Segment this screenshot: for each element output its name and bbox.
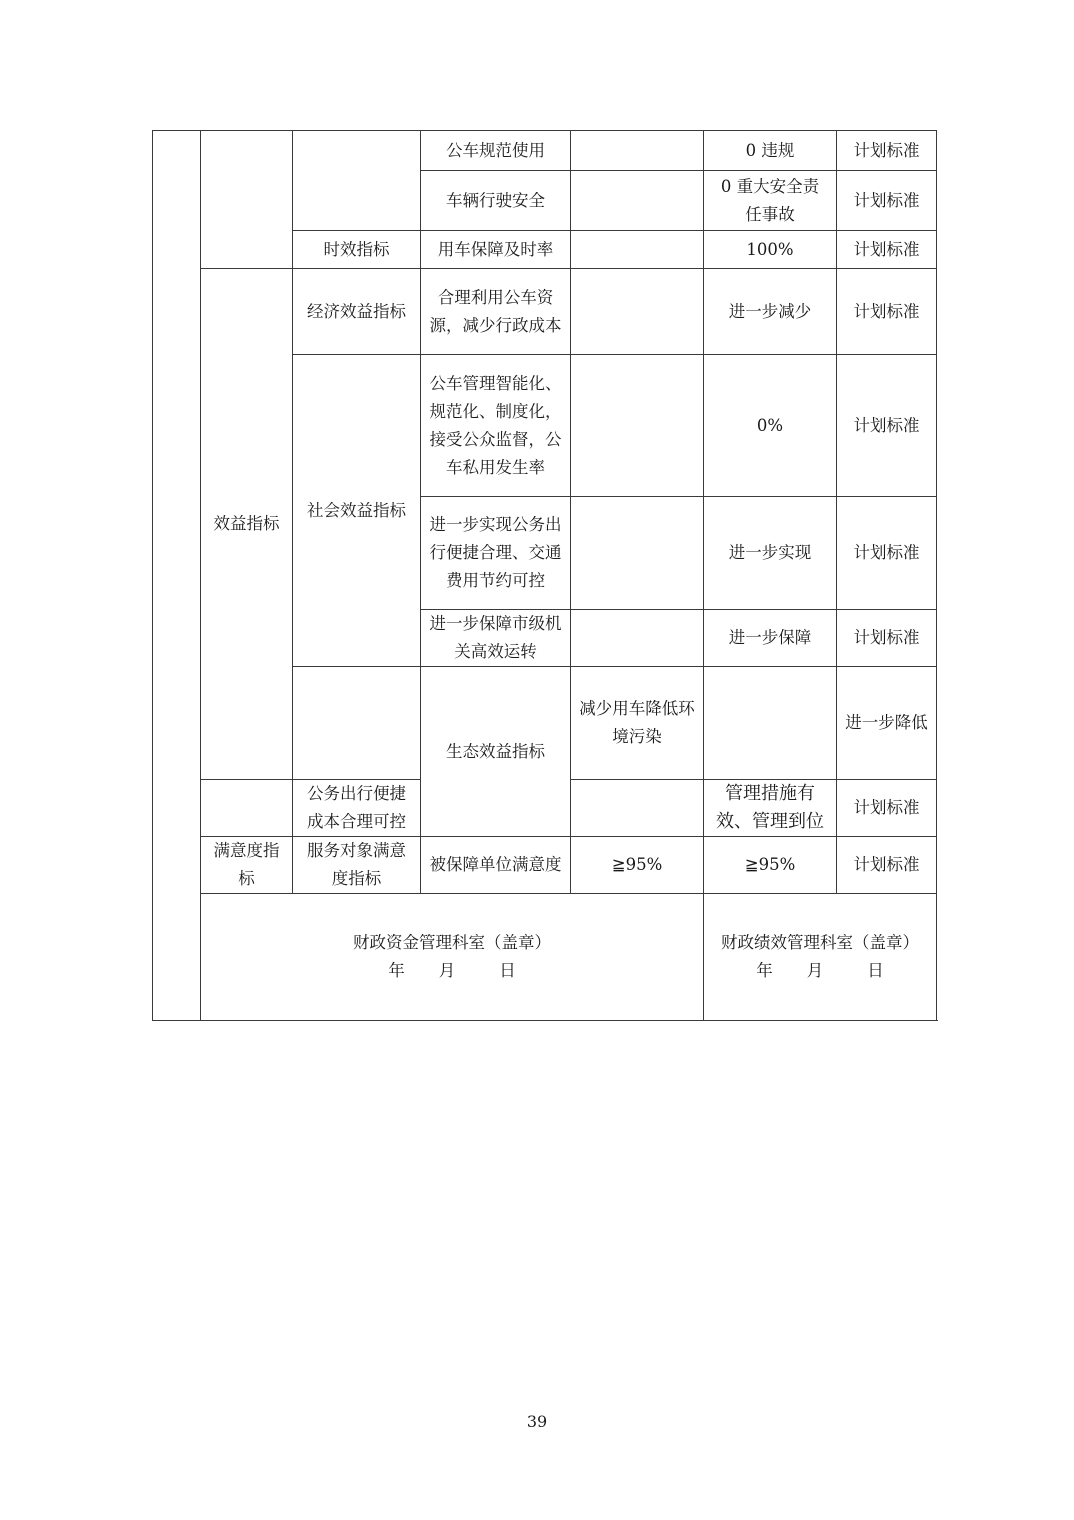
annual-target-cell bbox=[571, 171, 704, 231]
date-day-label: 日 bbox=[499, 961, 516, 980]
indicator-value-cell: 0 重大安全责任事故 bbox=[704, 171, 837, 231]
value-basis-cell: 计划标准 bbox=[837, 131, 937, 171]
annual-target-cell bbox=[704, 667, 837, 780]
level3-indicator-cell: 进一步保障市级机关高效运转 bbox=[421, 610, 571, 667]
date-month-label: 月 bbox=[438, 961, 456, 980]
level1-indicator-cell: 满意度指标 bbox=[201, 837, 293, 894]
date-year-label: 年 bbox=[388, 961, 405, 980]
level2-indicator-cell: 社会效益指标 bbox=[293, 355, 421, 667]
level2-indicator-cell: 服务对象满意度指标 bbox=[293, 837, 421, 894]
signature-left-cell bbox=[201, 894, 704, 1021]
level3-indicator-cell: 公车规范使用 bbox=[421, 131, 571, 171]
value-basis-cell: 计划标准 bbox=[837, 497, 937, 610]
indicator-value-cell: 进一步减少 bbox=[704, 269, 837, 355]
level3-indicator-cell: 公务出行便捷成本合理可控 bbox=[293, 780, 421, 837]
level3-indicator-cell: 减少用车降低环境污染 bbox=[571, 667, 704, 780]
signature-left-title: 财政资金管理科室（盖章） bbox=[353, 933, 551, 952]
signature-right-title: 财政绩效管理科室（盖章） bbox=[721, 933, 919, 952]
level1-indicator-cell: 效益指标 bbox=[201, 269, 293, 780]
value-basis-cell: 计划标准 bbox=[837, 269, 937, 355]
signature-right-date bbox=[710, 957, 930, 985]
value-basis-cell: 计划标准 bbox=[837, 837, 937, 894]
level2-indicator-cell: 经济效益指标 bbox=[293, 269, 421, 355]
level3-indicator-cell: 进一步实现公务出行便捷合理、交通费用节约可控 bbox=[421, 497, 571, 610]
indicator-value-cell: 0 违规 bbox=[704, 131, 837, 171]
level1-indicator-cell bbox=[293, 667, 421, 780]
level2-indicator-cell bbox=[293, 131, 421, 231]
annual-target-cell bbox=[571, 131, 704, 171]
value-basis-cell: 计划标准 bbox=[837, 780, 937, 837]
level1-category-cell bbox=[201, 131, 293, 269]
level3-indicator-cell: 被保障单位满意度 bbox=[421, 837, 571, 894]
indicator-value-cell: 进一步降低 bbox=[837, 667, 937, 780]
table-row bbox=[153, 837, 937, 894]
annual-target-cell bbox=[571, 497, 704, 610]
level2-indicator-cell: 生态效益指标 bbox=[421, 667, 571, 837]
signature-row bbox=[153, 894, 937, 1021]
value-basis-cell: 计划标准 bbox=[837, 355, 937, 497]
level1-indicator-cell bbox=[201, 780, 293, 837]
date-month-label: 月 bbox=[806, 961, 824, 980]
indicator-value-cell: 管理措施有效、管理到位 bbox=[704, 780, 837, 837]
annual-target-cell bbox=[571, 780, 704, 837]
level3-indicator-cell: 合理利用公车资源，减少行政成本 bbox=[421, 269, 571, 355]
indicator-value-cell: 100% bbox=[704, 231, 837, 269]
value-basis-cell: 计划标准 bbox=[837, 171, 937, 231]
date-day-label: 日 bbox=[867, 961, 884, 980]
table-row bbox=[153, 131, 937, 171]
signature-right-cell bbox=[704, 894, 937, 1021]
performance-indicator-table bbox=[152, 130, 937, 1021]
annual-target-cell bbox=[571, 231, 704, 269]
level1-indicator-cell bbox=[153, 131, 201, 1021]
level3-indicator-cell: 公车管理智能化、规范化、制度化，接受公众监督，公车私用发生率 bbox=[421, 355, 571, 497]
indicator-value-cell: 进一步保障 bbox=[704, 610, 837, 667]
indicator-value-cell: 进一步实现 bbox=[704, 497, 837, 610]
level2-indicator-cell: 时效指标 bbox=[293, 231, 421, 269]
value-basis-cell: 计划标准 bbox=[837, 231, 937, 269]
table-row bbox=[153, 269, 937, 355]
page-number: 39 bbox=[526, 1412, 548, 1431]
annual-target-cell bbox=[571, 355, 704, 497]
value-basis-cell: 计划标准 bbox=[837, 610, 937, 667]
annual-target-cell bbox=[571, 269, 704, 355]
indicator-value-cell: ≧95% bbox=[704, 837, 837, 894]
level3-indicator-cell: 车辆行驶安全 bbox=[421, 171, 571, 231]
signature-left-date bbox=[207, 957, 697, 985]
level3-indicator-cell: 用车保障及时率 bbox=[421, 231, 571, 269]
annual-target-cell bbox=[571, 610, 704, 667]
indicator-value-cell: 0% bbox=[704, 355, 837, 497]
date-year-label: 年 bbox=[756, 961, 773, 980]
annual-target-cell: ≧95% bbox=[571, 837, 704, 894]
